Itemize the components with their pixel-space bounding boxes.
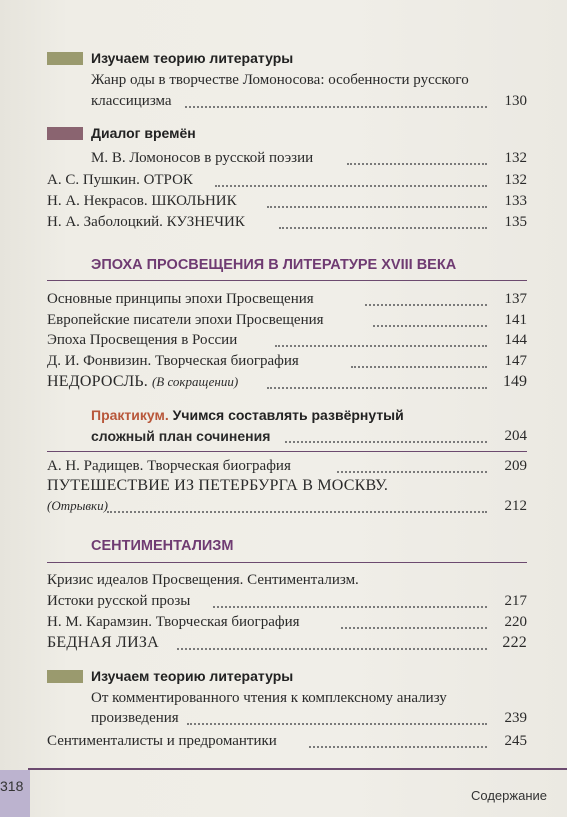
page-number: 144 (504, 332, 527, 348)
toc-entry[interactable] (47, 310, 527, 330)
page-number: 132 (504, 150, 527, 166)
page-number: 245 (504, 733, 527, 749)
theory-header-2: Изучаем теорию литературы (91, 668, 294, 684)
toc-entry-title: сложный план сочинения (91, 428, 271, 444)
page-number: 132 (504, 172, 527, 188)
toc-entry[interactable] (47, 633, 527, 653)
toc-entry-line (47, 476, 527, 496)
toc-entry-note: (Отрывки) (47, 498, 108, 513)
dialog-header: Диалог времён (91, 125, 196, 141)
page-number: 212 (504, 498, 527, 514)
toc-entry[interactable] (47, 212, 527, 232)
toc-entry-title: БЕДНАЯ ЛИЗА (47, 634, 159, 651)
footer-rule (28, 768, 567, 770)
leader-dots (267, 204, 487, 208)
page-number: 220 (504, 614, 527, 630)
toc-entry[interactable] (47, 731, 527, 751)
toc-entry-title: Н. А. Заболоцкий. КУЗНЕЧИК (47, 214, 245, 230)
toc-entry-title: НЕДОРОСЛЬ. (47, 373, 148, 390)
leader-dots (187, 721, 487, 725)
show-through-text (330, 44, 334, 64)
dialog-bar-marker (47, 127, 83, 140)
toc-entry[interactable] (47, 191, 527, 211)
leader-dots (267, 385, 487, 389)
page-number-tab (0, 770, 30, 817)
section-title-sentimentalism: СЕНТИМЕНТАЛИЗМ (91, 538, 234, 554)
toc-entry[interactable] (47, 289, 527, 309)
practicum-label: Практикум. (91, 407, 169, 423)
page-number: 133 (504, 193, 527, 209)
section-rule (47, 280, 527, 281)
leader-dots (373, 323, 487, 327)
toc-entry[interactable] (91, 148, 527, 168)
toc-entry[interactable] (47, 612, 527, 632)
leader-dots (341, 625, 487, 629)
leader-dots (285, 439, 487, 443)
toc-entry-note: (В сокращении) (151, 374, 239, 389)
toc-entry[interactable] (47, 372, 527, 392)
toc-entry-title: М. В. Ломоносов в русской поэзии (91, 150, 314, 166)
section-rule (47, 562, 527, 563)
leader-dots (309, 744, 487, 748)
toc-entry[interactable] (47, 591, 527, 611)
practicum-line (91, 405, 404, 425)
toc-entry[interactable] (47, 170, 527, 190)
theory-bar-marker (47, 52, 83, 65)
toc-entry-title: Кризис идеалов Просвещения. Сентиментализм. (47, 572, 359, 588)
leader-dots (365, 302, 487, 306)
toc-entry[interactable] (91, 426, 527, 446)
toc-entry-title: Истоки русской прозы (47, 593, 191, 609)
leader-dots (337, 469, 487, 473)
leader-dots (275, 343, 487, 347)
toc-entry-title: Жанр оды в творчестве Ломоносова: особенности русского (91, 72, 469, 88)
toc-entry-title: классицизма (91, 93, 172, 109)
footer-page-number: 318 (0, 778, 24, 794)
leader-dots (213, 604, 487, 608)
toc-entry-title: Европейские писатели эпохи Просвещения (47, 312, 324, 328)
page-number: 137 (504, 291, 527, 307)
toc-entry-title: А. Н. Радищев. Творческая биография (47, 458, 291, 474)
leader-dots (185, 104, 487, 108)
toc-entry[interactable] (91, 91, 527, 111)
practicum-title: Учимся составлять развёрнутый (172, 407, 404, 423)
page-number: 141 (504, 312, 527, 328)
toc-entry-title: произведения (91, 710, 179, 726)
leader-dots (177, 646, 487, 650)
toc-entry-title: Основные принципы эпохи Просвещения (47, 291, 314, 307)
page-number: 130 (504, 93, 527, 109)
leader-dots (351, 364, 487, 368)
toc-entry[interactable] (47, 496, 527, 516)
toc-entry-line (91, 70, 527, 90)
toc-entry-title: Н. М. Карамзин. Творческая биография (47, 614, 300, 630)
leader-dots (215, 183, 487, 187)
toc-entry-title: А. С. Пушкин. ОТРОК (47, 172, 193, 188)
theory-header-1: Изучаем теорию литературы (91, 50, 294, 66)
page-number: 239 (504, 710, 527, 726)
page-number: 204 (504, 428, 527, 444)
toc-entry-title: От комментированного чтения к комплексному анализу (91, 690, 447, 706)
toc-entry[interactable] (47, 351, 527, 371)
toc-entry-title: Д. И. Фонвизин. Творческая биография (47, 353, 299, 369)
leader-dots (347, 161, 487, 165)
footer-label: Содержание (471, 788, 547, 803)
toc-entry[interactable] (47, 456, 527, 476)
toc-entry-title: Сентименталисты и предромантики (47, 733, 277, 749)
toc-entry-title: Эпоха Просвещения в России (47, 332, 238, 348)
section-title-enlightenment: ЭПОХА ПРОСВЕЩЕНИЯ В ЛИТЕРАТУРЕ XVIII ВЕКА (91, 257, 457, 273)
leader-dots (107, 509, 487, 513)
toc-entry-title: Н. А. Некрасов. ШКОЛЬНИК (47, 193, 237, 209)
toc-entry[interactable] (47, 330, 527, 350)
page-number: 135 (504, 214, 527, 230)
toc-entry-line (91, 688, 527, 708)
section-rule (47, 451, 527, 452)
theory-bar-marker (47, 670, 83, 683)
toc-entry-line (47, 570, 527, 590)
toc-entry-title: ПУТЕШЕСТВИЕ ИЗ ПЕТЕРБУРГА В МОСКВУ. (47, 477, 389, 494)
page-number: 147 (504, 353, 527, 369)
toc-entry[interactable] (91, 708, 527, 728)
page-number: 149 (503, 373, 527, 390)
page-number: 209 (504, 458, 527, 474)
page-number: 222 (502, 634, 527, 651)
page-number: 217 (504, 593, 527, 609)
leader-dots (279, 225, 487, 229)
